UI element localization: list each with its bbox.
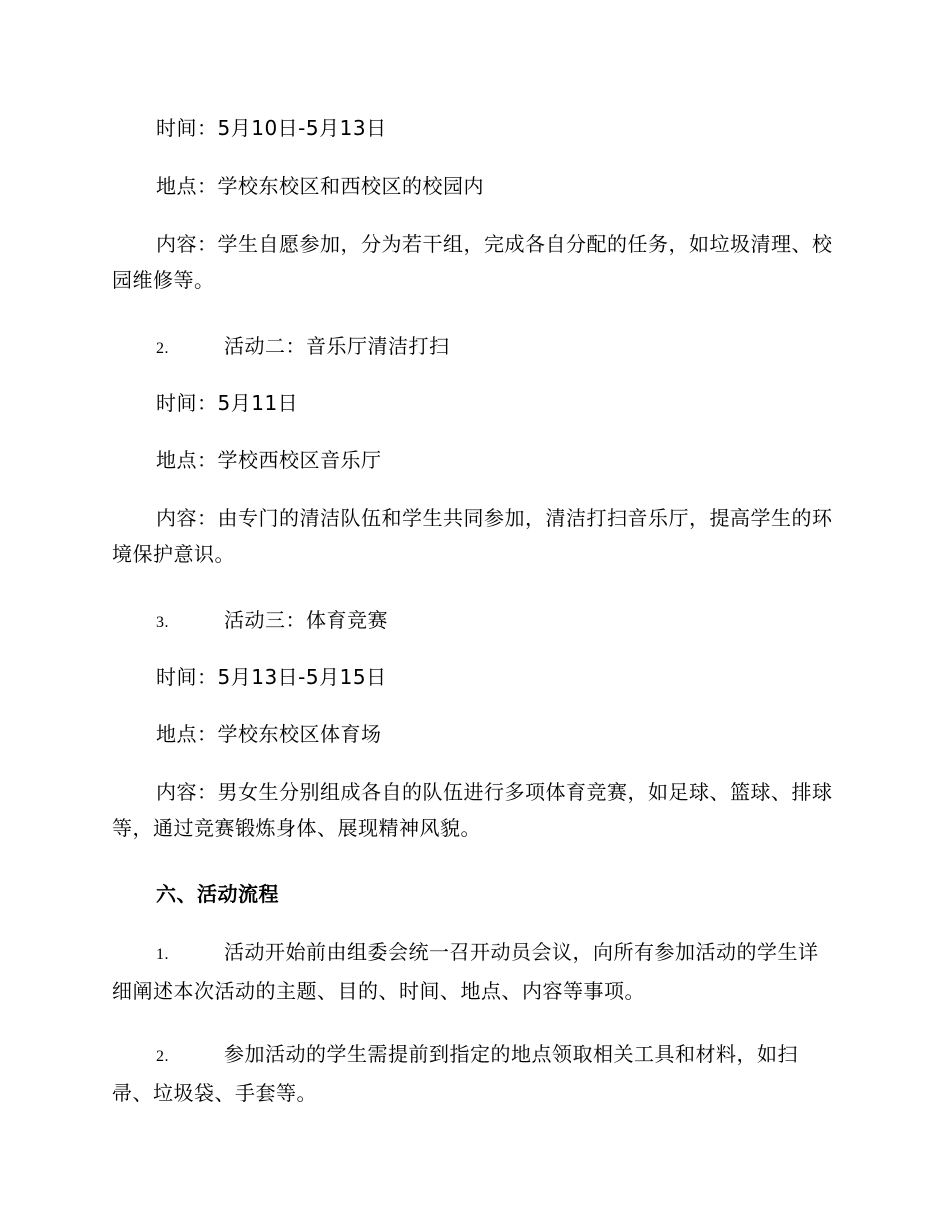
activity1-place: 地点：学校东校区和西校区的校园内: [156, 174, 484, 198]
activity3-heading: [112, 602, 834, 641]
flow-item-1-number: 1.: [156, 946, 169, 963]
activity3-content: 内容：男女生分别组成各自的队伍进行多项体育竞赛，如足球、篮球、排球等，通过竞赛锻炼身体、展现精神风貌。: [112, 780, 833, 840]
section6-heading: 六、活动流程: [156, 882, 279, 906]
activity3-number: 3.: [156, 614, 169, 631]
activity2-time: 时间：5月11日: [156, 391, 299, 415]
flow-item-1: [112, 934, 834, 1009]
activity2-title: 活动二：音乐厅清洁打扫: [224, 334, 450, 358]
activity2-place: 地点：学校西校区音乐厅: [156, 448, 382, 472]
flow-item-2-number: 2.: [156, 1048, 169, 1065]
activity2-heading: [112, 328, 834, 367]
activity3-place: 地点：学校东校区体育场: [156, 722, 382, 746]
flow-item-2: [112, 1036, 834, 1111]
flow-item-1-text: 活动开始前由组委会统一召开动员会议，向所有参加活动的学生详细阐述本次活动的主题、目的、时间、地点、内容等事项。: [112, 940, 819, 1003]
activity3-title: 活动三：体育竞赛: [224, 608, 388, 632]
activity2-number: 2.: [156, 340, 169, 357]
activity2-content: 内容：由专门的清洁队伍和学生共同参加，清洁打扫音乐厅，提高学生的环境保护意识。: [112, 506, 833, 566]
activity1-time: 时间：5月10日-5月13日: [156, 116, 387, 140]
activity3-time: 时间：5月13日-5月15日: [156, 665, 387, 689]
activity1-content: 内容：学生自愿参加，分为若干组，完成各自分配的任务，如垃圾清理、校园维修等。: [112, 232, 833, 292]
flow-item-2-text: 参加活动的学生需提前到指定的地点领取相关工具和材料，如扫帚、垃圾袋、手套等。: [112, 1042, 798, 1105]
